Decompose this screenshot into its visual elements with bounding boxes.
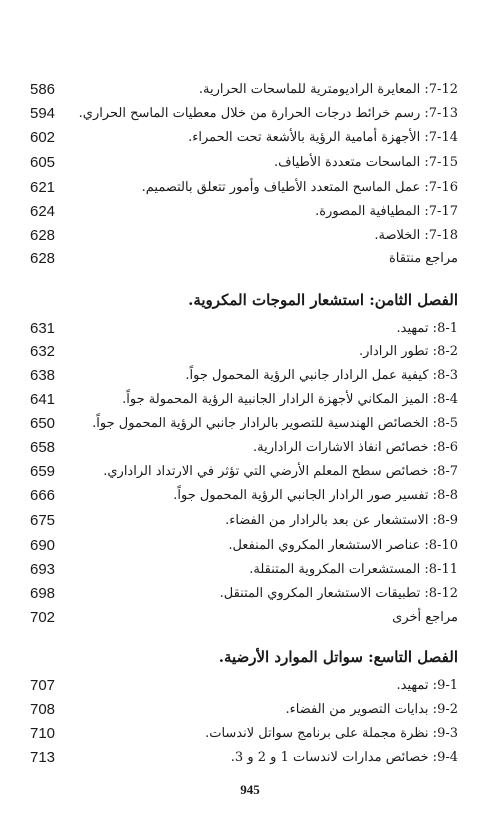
toc-entry	[30, 176, 458, 200]
entry-title: 8-12: تطبيقات الاستشعار المكروي المتنقل.	[219, 586, 458, 601]
toc-entry	[30, 247, 458, 271]
toc-entry	[30, 606, 458, 630]
entry-page-number: 650	[30, 415, 56, 432]
entry-title: مراجع أخرى	[392, 610, 458, 625]
entry-page-number: 708	[30, 701, 56, 718]
toc-entry	[30, 698, 458, 722]
toc-entry	[30, 460, 458, 484]
entry-title: 7-16: عمل الماسح المتعدد الأطياف وأمور تتعلق بالتصميم.	[141, 180, 458, 195]
entry-title: 8-5: الخصائص الهندسية للتصوير بالرادار جانبي الرؤية المحمول جواً.	[92, 416, 458, 431]
entry-page-number: 605	[30, 154, 56, 171]
entry-page-number: 690	[30, 537, 56, 554]
entry-page-number: 641	[30, 391, 56, 408]
entry-page-number: 638	[30, 367, 56, 384]
entry-page-number: 624	[30, 203, 56, 220]
entry-page-number: 702	[30, 609, 56, 626]
entry-title: 8-9: الاستشعار عن بعد بالرادار من الفضاء.	[225, 513, 458, 528]
entry-title: 8-6: خصائص انفاذ الاشارات الرادارية.	[253, 440, 458, 455]
entry-title: 7-14: الأجهزة أمامية الرؤية بالأشعة تحت الحمراء.	[188, 130, 458, 145]
toc-entry	[30, 340, 458, 364]
toc-entry	[30, 151, 458, 175]
entry-page-number: 693	[30, 561, 56, 578]
toc-entry	[30, 558, 458, 582]
entry-page-number: 628	[30, 227, 56, 244]
toc-entry	[30, 534, 458, 558]
entry-page-number: 658	[30, 439, 56, 456]
toc-entry	[30, 484, 458, 508]
entry-title: مراجع منتقاة	[389, 251, 458, 266]
entry-title: 8-2: تطور الرادار.	[358, 344, 458, 359]
toc-entry	[30, 509, 458, 533]
entry-title: 9-1: تمهيد.	[396, 678, 458, 693]
page-number: 945	[240, 782, 260, 797]
toc-entry	[30, 412, 458, 436]
toc-entry	[30, 436, 458, 460]
entry-title: 7-13: رسم خرائط درجات الحرارة من خلال معطيات الماسح الحراري.	[78, 106, 458, 121]
toc-entry	[30, 126, 458, 150]
entry-title: 9-3: نظرة مجملة على برنامج سواتل لاندسات.	[205, 726, 458, 741]
entry-title: 9-4: خصائص مدارات لاندسات 1 و 2 و 3.	[230, 750, 458, 765]
toc-entry	[30, 746, 458, 770]
toc-entry	[30, 582, 458, 606]
entry-title: 8-8: تفسير صور الرادار الجانبي الرؤية المحمول جواً.	[173, 488, 458, 503]
toc-entry	[30, 317, 458, 341]
toc-entry	[30, 388, 458, 412]
toc-entry	[30, 200, 458, 224]
entry-page-number: 675	[30, 512, 56, 529]
toc-entry	[30, 364, 458, 388]
entry-title: 8-1: تمهيد.	[396, 321, 458, 336]
entry-title: 9-2: بدايات التصوير من الفضاء.	[285, 702, 458, 717]
entry-title: 7-17: المطيافية المصورة.	[315, 204, 458, 219]
entry-title: 7-18: الخلاصة.	[374, 228, 458, 243]
entry-page-number: 621	[30, 179, 56, 196]
entry-page-number: 659	[30, 463, 56, 480]
entry-title: 8-3: كيفية عمل الرادار جانبي الرؤية المحمول جواً.	[185, 368, 458, 383]
entry-page-number: 602	[30, 129, 56, 146]
entry-title: 8-11: المستشعرات المكروية المتنقلة.	[249, 562, 458, 577]
entry-page-number: 632	[30, 343, 56, 360]
toc-entry	[30, 102, 458, 126]
chapter-heading: الفصل الثامن: استشعار الموجات المكروية.	[188, 291, 458, 309]
entry-title: 7-12: المعايرة الراديومترية للماسحات الحرارية.	[198, 82, 458, 97]
entry-page-number: 594	[30, 105, 56, 122]
entry-page-number: 628	[30, 250, 56, 267]
toc-entry	[30, 674, 458, 698]
toc-entry	[30, 224, 458, 248]
chapter-heading: الفصل التاسع: سواتل الموارد الأرضية.	[218, 648, 458, 666]
entry-page-number: 631	[30, 320, 56, 337]
entry-title: 8-10: عناصر الاستشعار المكروي المنفعل.	[228, 538, 458, 553]
entry-title: 7-15: الماسحات متعددة الأطياف.	[274, 155, 458, 170]
entry-page-number: 666	[30, 487, 56, 504]
entry-page-number: 713	[30, 749, 56, 766]
toc-entry	[30, 78, 458, 102]
entry-page-number: 586	[30, 81, 56, 98]
entry-page-number: 710	[30, 725, 56, 742]
toc-entry	[30, 722, 458, 746]
entry-page-number: 707	[30, 677, 56, 694]
entry-page-number: 698	[30, 585, 56, 602]
entry-title: 8-4: الميز المكاني لأجهزة الرادار الجانبية الرؤية المحمولة جواً.	[122, 392, 458, 407]
entry-title: 8-7: خصائص سطح المعلم الأرضي التي تؤثر في الارتداد الراداري.	[103, 464, 458, 479]
